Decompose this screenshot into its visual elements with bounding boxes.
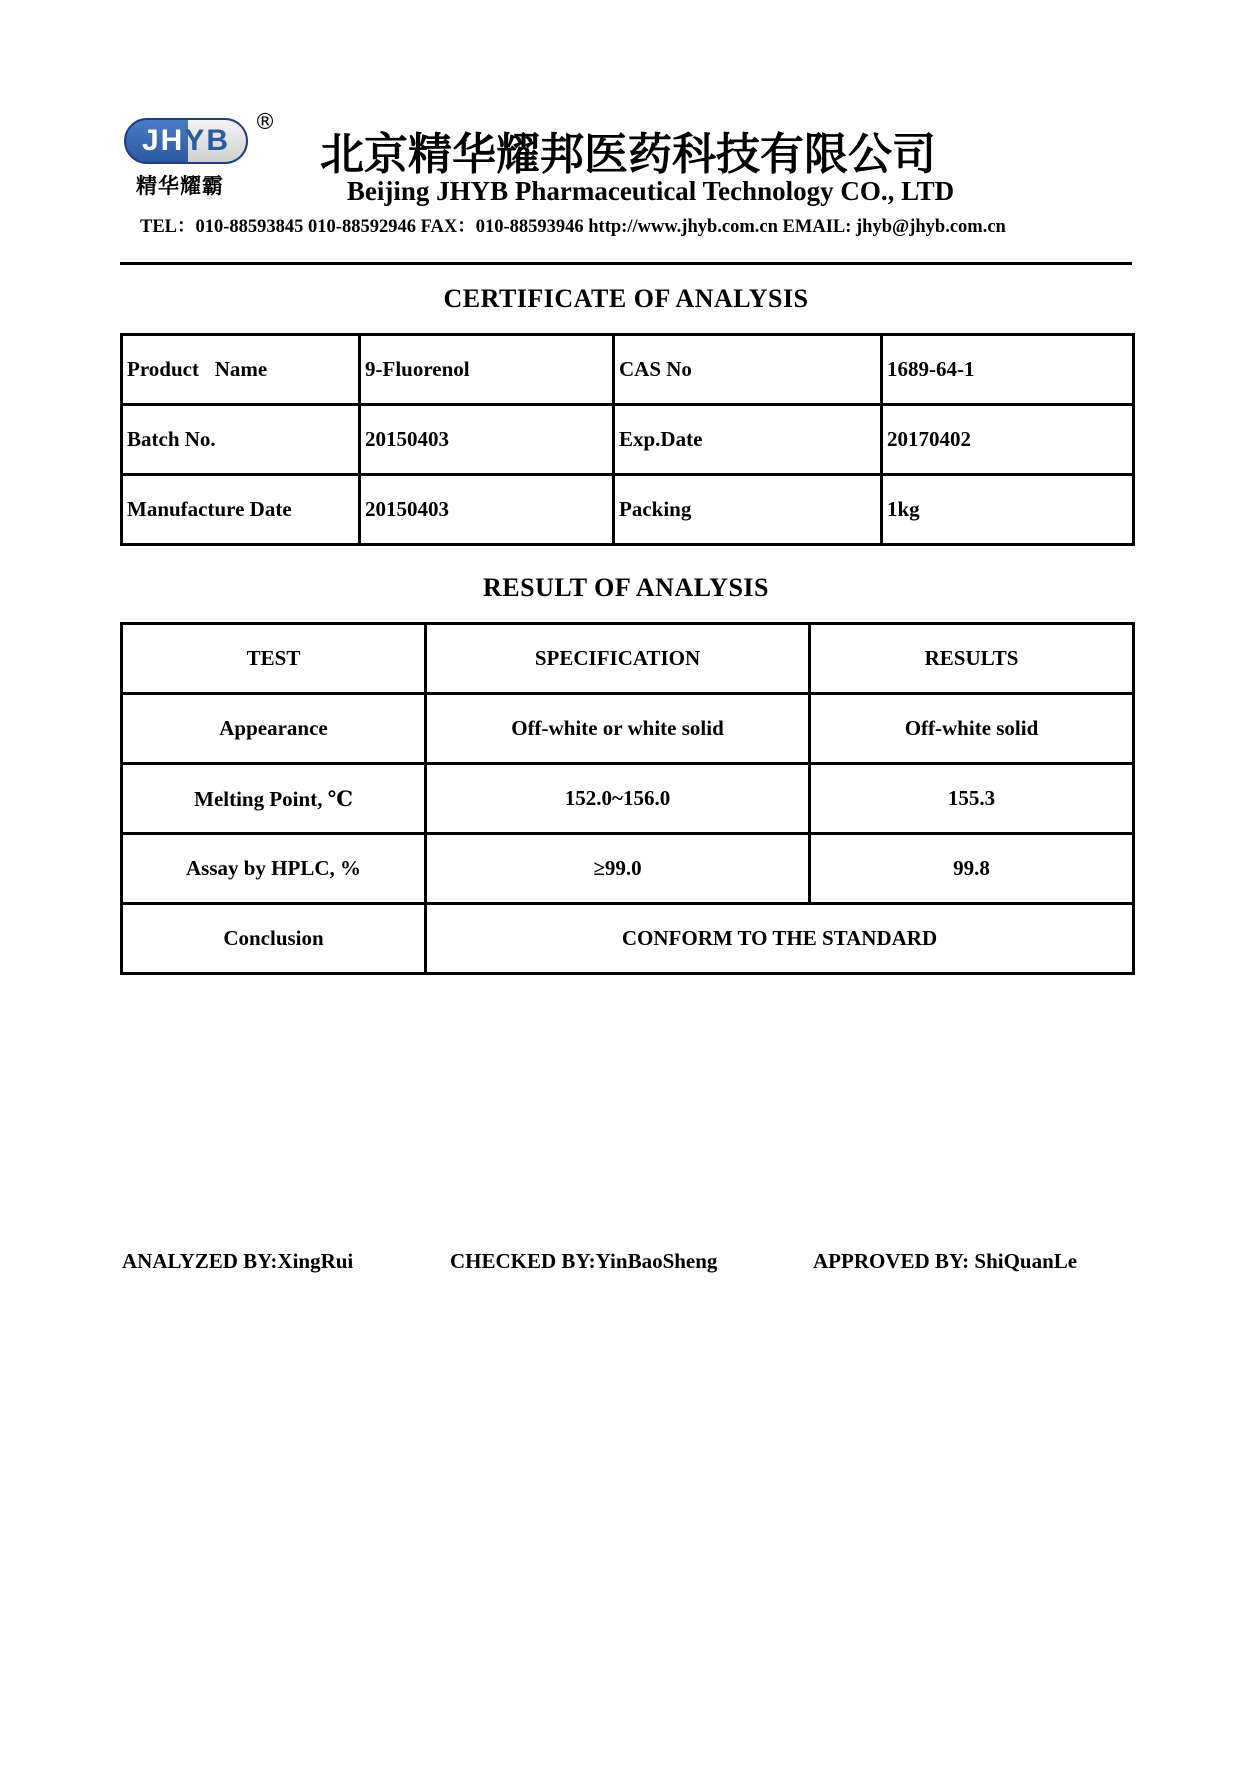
analyzed-by: ANALYZED BY:XingRui xyxy=(122,1249,354,1273)
approved-by: APPROVED BY: ShiQuanLe xyxy=(813,1249,1078,1273)
table-row xyxy=(122,475,1134,545)
packing-label: Packing xyxy=(614,475,882,545)
test-result: 155.3 xyxy=(810,764,1134,834)
exp-date-value: 20170402 xyxy=(882,405,1134,475)
test-name: Assay by HPLC, % xyxy=(122,834,426,904)
checked-by: CHECKED BY:YinBaoSheng xyxy=(450,1249,718,1273)
table-row xyxy=(122,834,1134,904)
test-specification: Off-white or white solid xyxy=(426,694,810,764)
test-result: Off-white solid xyxy=(810,694,1134,764)
table-row xyxy=(122,335,1134,405)
product-name-value: 9-Fluorenol xyxy=(360,335,614,405)
test-specification: 152.0~156.0 xyxy=(426,764,810,834)
cas-no-value: 1689-64-1 xyxy=(882,335,1134,405)
contact-info: TEL：010-88593845 010-88592946 FAX：010-88593946 http://www.jhyb.com.cn EMAIL: jhyb@jhyb.com.cn xyxy=(140,217,1006,237)
table-row xyxy=(122,694,1134,764)
manufacture-date-value: 20150403 xyxy=(360,475,614,545)
batch-no-value: 20150403 xyxy=(360,405,614,475)
header-results: RESULTS xyxy=(810,624,1134,694)
results-title: RESULT OF ANALYSIS xyxy=(483,573,769,602)
test-name: Melting Point, ℃ xyxy=(122,764,426,834)
certificate-title: CERTIFICATE OF ANALYSIS xyxy=(443,284,809,313)
header-specification: SPECIFICATION xyxy=(426,624,810,694)
company-name-english: Beijing JHYB Pharmaceutical Technology CO., LTD xyxy=(346,176,955,206)
table-header-row xyxy=(122,624,1134,694)
exp-date-label: Exp.Date xyxy=(614,405,882,475)
conclusion-value: CONFORM TO THE STANDARD xyxy=(426,904,1134,974)
header-test: TEST xyxy=(122,624,426,694)
cas-no-label: CAS No xyxy=(614,335,882,405)
logo-brand-left: JH xyxy=(141,124,185,157)
logo-chinese-name: 精华耀霸 xyxy=(136,174,224,198)
manufacture-date-label: Manufacture Date xyxy=(122,475,360,545)
header-divider xyxy=(120,262,1132,265)
conclusion-label: Conclusion xyxy=(122,904,426,974)
packing-value: 1kg xyxy=(882,475,1134,545)
product-name-label: Product Name xyxy=(122,335,360,405)
registered-mark: ® xyxy=(254,110,276,135)
logo-pill-icon xyxy=(124,118,248,164)
company-name-chinese: 北京精华耀邦医药科技有限公司 xyxy=(320,129,936,180)
batch-no-label: Batch No. xyxy=(122,405,360,475)
table-row xyxy=(122,904,1134,974)
test-specification: ≥99.0 xyxy=(426,834,810,904)
table-row xyxy=(122,405,1134,475)
product-info-table xyxy=(120,333,1135,546)
test-result: 99.8 xyxy=(810,834,1134,904)
logo-brand-right: YB xyxy=(184,124,231,157)
results-table xyxy=(120,622,1135,975)
test-name: Appearance xyxy=(122,694,426,764)
table-row xyxy=(122,764,1134,834)
